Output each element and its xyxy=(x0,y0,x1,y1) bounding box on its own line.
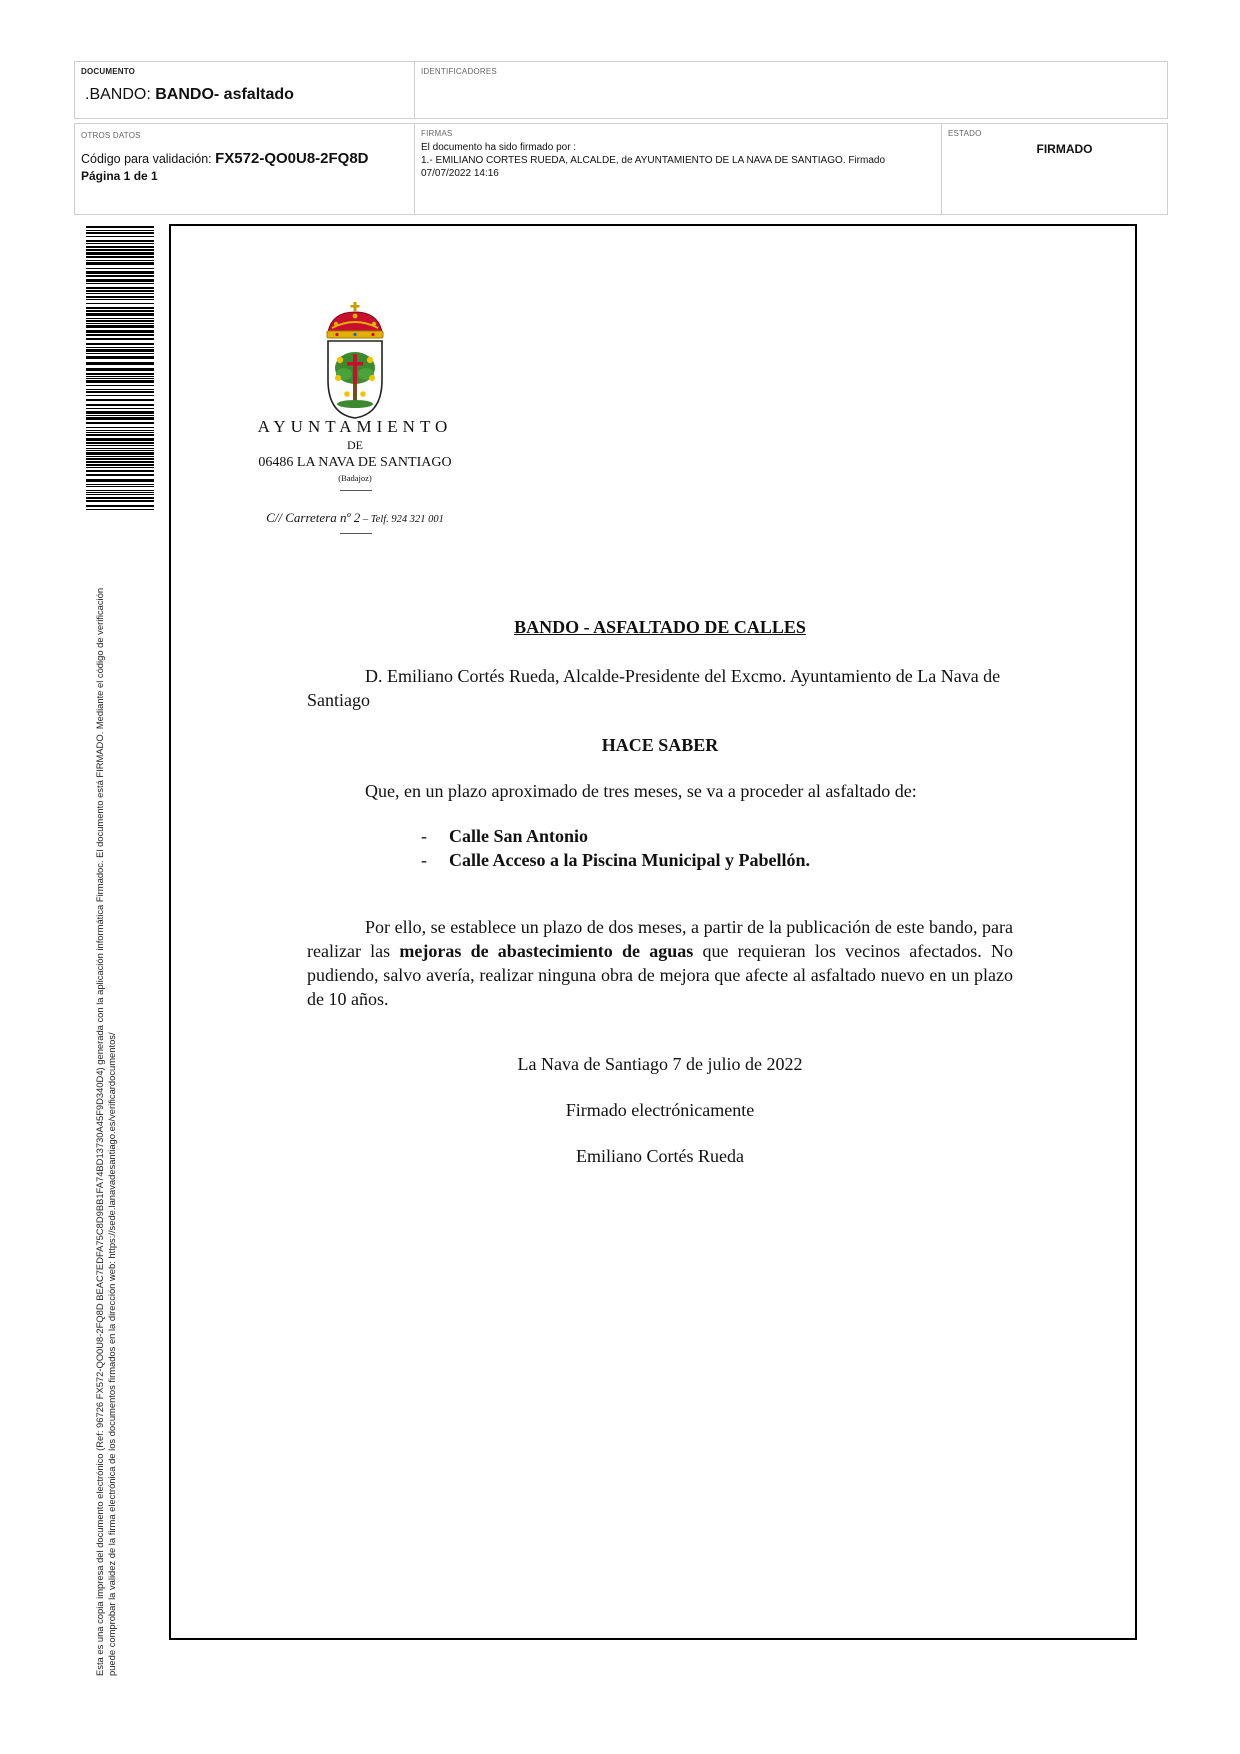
barcode-bar xyxy=(86,323,154,324)
page-indicator: Página 1 de 1 xyxy=(81,169,158,183)
firmas-caption: FIRMAS xyxy=(421,129,453,138)
otros-datos-cell xyxy=(75,124,415,214)
barcode-bar xyxy=(86,442,154,444)
barcode-bar xyxy=(86,268,154,269)
barcode-bar xyxy=(86,385,154,386)
documento-cell xyxy=(75,62,415,118)
barcode-bar xyxy=(86,226,154,228)
bando-title: BANDO - ASFALTADO DE CALLES xyxy=(514,617,806,637)
barcode-bar xyxy=(86,356,154,359)
letterhead-divider-1 xyxy=(340,490,372,491)
side-text-line-2: puede comprobar la validez de la firma electrónica de los documentos firmados en la dirección web: https://sede.lanavadesantiago.es/verificardocumentos/ xyxy=(106,1032,117,1676)
barcode-bar xyxy=(86,303,154,304)
barcode-bar xyxy=(86,486,154,487)
validation-code-line xyxy=(81,150,408,167)
estado-cell xyxy=(942,124,1167,214)
barcode-bar xyxy=(86,256,154,258)
barcode-bar xyxy=(86,389,154,390)
barcode-bar xyxy=(86,373,154,375)
firmas-line-2: 1.- EMILIANO CORTES RUEDA, ALCALDE, de AYUNTAMIENTO DE LA NAVA DE SANTIAGO. Firmado 07/07/2022 14:16 xyxy=(421,155,886,179)
barcode-bar xyxy=(86,320,154,322)
letterhead-province: (Badajoz) xyxy=(338,473,372,483)
letterhead-street: C// Carretera nº 2 xyxy=(266,510,361,525)
barcode-bar xyxy=(86,230,154,231)
validation-label: Código para validación: xyxy=(81,152,216,166)
barcode-bar xyxy=(86,378,154,379)
barcode-bar xyxy=(86,246,154,248)
barcode-bar xyxy=(86,279,154,282)
barcode-bar xyxy=(86,347,154,348)
barcode-bar xyxy=(86,330,154,333)
barcode-bar xyxy=(86,464,154,466)
letterhead-de: DE xyxy=(347,438,363,452)
firmas-line-1: El documento ha sido firmado por : xyxy=(421,142,577,153)
barcode-bar xyxy=(86,432,154,433)
coat-of-arms-icon xyxy=(322,302,388,420)
barcode-bar xyxy=(86,438,154,441)
barcode-bar xyxy=(86,310,154,312)
barcode-bar xyxy=(86,408,154,409)
doc-title-bold: BANDO- asfaltado xyxy=(155,86,294,103)
barcode-bar xyxy=(86,338,154,340)
barcode-bar xyxy=(86,325,154,328)
barcode-bar xyxy=(86,411,154,414)
estado-value: FIRMADO xyxy=(1036,142,1093,156)
barcode-bar xyxy=(86,417,154,420)
barcode-bar xyxy=(86,299,154,300)
street-item: - Calle San Antonio xyxy=(421,824,810,848)
barcode-bar xyxy=(86,484,154,485)
barcode-bar xyxy=(86,427,154,428)
barcode-bar xyxy=(86,236,154,237)
barcode-bar xyxy=(86,380,154,383)
barcode-bar xyxy=(86,494,154,495)
intro-paragraph: D. Emiliano Cortés Rueda, Alcalde-Presidente del Excmo. Ayuntamiento de La Nava de Santiago xyxy=(307,666,1001,710)
barcode-bar xyxy=(86,252,154,255)
barcode-bar xyxy=(86,313,154,316)
barcode-bar xyxy=(86,479,154,482)
barcode-bar xyxy=(86,287,154,289)
barcode-bar xyxy=(86,399,154,401)
barcode-bar xyxy=(86,260,154,261)
identificadores-cell xyxy=(415,62,1167,118)
barcode-bar xyxy=(86,296,154,298)
barcode-bar xyxy=(86,391,154,393)
barcode-bar xyxy=(86,368,154,371)
barcode-bar xyxy=(86,262,154,265)
hace-saber-heading: HACE SABER xyxy=(601,735,719,755)
side-text-line-1: Esta es una copia impresa del documento electrónico (Ref: 96726 FX572-QO0U8-2FQ8D BEAC7EDFA75C8D9BB1FA74BD13730A45F9D340D4) generada con la aplicación informática Firmadoc. El documento está FIRMADO. Mediante el código de verificación xyxy=(94,587,105,1676)
letterhead-name: AYUNTAMIENTO xyxy=(257,417,453,436)
barcode-bar xyxy=(86,492,154,493)
signer-name: Emiliano Cortés Rueda xyxy=(576,1146,744,1166)
barcode-bar xyxy=(86,283,154,284)
barcode-bar xyxy=(86,490,154,491)
barcode-bar xyxy=(86,434,154,436)
barcode-bar xyxy=(86,362,154,365)
street-item: - Calle Acceso a la Piscina Municipal y Pabellón. xyxy=(421,848,810,872)
header-row-details xyxy=(74,123,1168,215)
doc-prefix: .BANDO: xyxy=(85,86,156,103)
barcode-bar xyxy=(86,450,154,451)
barcode-bar xyxy=(86,448,154,449)
barcode-bar xyxy=(86,474,154,476)
barcode-bar xyxy=(86,461,154,463)
signed-electronically: Firmado electrónicamente xyxy=(565,1100,755,1120)
barcode-bar xyxy=(86,470,154,472)
barcode-bar xyxy=(86,452,154,455)
barcode-icon xyxy=(86,226,154,510)
por-ello-bold: mejoras de abastecimiento de aguas xyxy=(399,941,694,961)
barcode-bar xyxy=(86,349,154,352)
letterhead-address xyxy=(230,510,480,526)
por-ello-part-1: Por ello, se establece un plazo de dos meses, a partir de la publicación de este bando, para realizar las xyxy=(307,917,1013,961)
barcode-bar xyxy=(86,458,154,460)
documento-caption: DOCUMENTO xyxy=(81,67,136,76)
barcode-bar xyxy=(86,318,154,319)
estado-caption: ESTADO xyxy=(948,129,982,138)
barcode-bar xyxy=(86,293,154,294)
barcode-bar xyxy=(86,232,154,234)
otros-datos-caption: OTROS DATOS xyxy=(81,131,141,140)
barcode-bar xyxy=(86,445,154,446)
identificadores-caption: IDENTIFICADORES xyxy=(421,67,497,76)
barcode-bar xyxy=(86,307,154,309)
por-ello-paragraph xyxy=(307,915,1013,1011)
barcode-bar xyxy=(86,430,154,431)
verification-side-text xyxy=(94,496,118,1676)
letterhead-divider-2 xyxy=(340,533,372,534)
place-date: La Nava de Santiago 7 de julio de 2022 xyxy=(517,1054,803,1074)
header-row-document xyxy=(74,61,1168,119)
barcode-bar xyxy=(86,456,154,457)
barcode-bar xyxy=(86,334,154,336)
streets-list xyxy=(421,824,810,872)
barcode-bar xyxy=(86,353,154,354)
barcode-bar xyxy=(86,467,154,468)
barcode-bar xyxy=(86,422,154,424)
barcode-bar xyxy=(86,240,154,242)
barcode-bar xyxy=(86,343,154,345)
barcode-bar xyxy=(86,290,154,292)
barcode-bar xyxy=(86,249,154,251)
barcode-bar xyxy=(86,275,154,277)
por-ello-part-2: que requieran los vecinos afectados. No pudiendo, salvo avería, realizar ninguna obra de mejora que afecte al asfaltado nuevo en un plazo de 10 años. xyxy=(307,941,1013,1009)
document-title xyxy=(85,86,408,104)
barcode-bar xyxy=(86,243,154,244)
que-paragraph: Que, en un plazo aproximado de tres meses, se va a proceder al asfaltado de: xyxy=(365,781,917,801)
barcode-bar xyxy=(86,404,154,406)
letterhead-town: 06486 LA NAVA DE SANTIAGO xyxy=(258,455,452,470)
barcode-bar xyxy=(86,395,154,396)
validation-code: FX572-QO0U8-2FQ8D xyxy=(215,150,369,167)
barcode-bar xyxy=(86,376,154,377)
barcode-bar xyxy=(86,271,154,274)
letterhead-phone: – Telf. 924 321 001 xyxy=(360,514,444,525)
barcode-bar xyxy=(86,415,154,416)
firmas-cell xyxy=(415,124,942,214)
